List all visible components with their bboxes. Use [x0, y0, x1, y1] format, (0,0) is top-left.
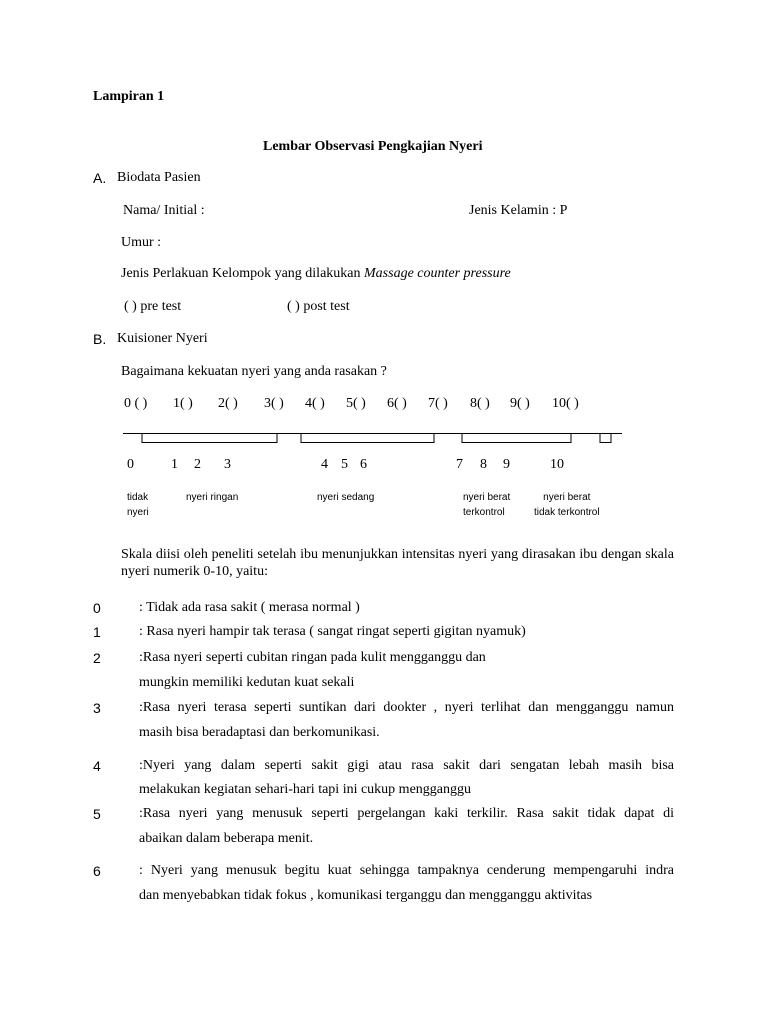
perlakuan-prefix: Jenis Perlakuan Kelompok yang dilakukan — [121, 266, 365, 281]
option-6[interactable]: 6( ) — [387, 396, 407, 411]
umur-field: Umur : — [121, 235, 162, 250]
item-2-number: 2 — [93, 650, 101, 666]
label-nyeri-berat-terkontrol: nyeri berat terkontrol — [463, 492, 511, 518]
option-3[interactable]: 3( ) — [264, 396, 284, 411]
scale-num-8: 8 — [480, 457, 487, 472]
scale-num-2: 2 — [194, 457, 201, 472]
option-7[interactable]: 7( ) — [428, 396, 448, 411]
item-2-text-line2: mungkin memiliki kedutan kuat sekali — [139, 675, 355, 690]
item-6-number: 6 — [93, 863, 101, 879]
item-4-number: 4 — [93, 758, 101, 774]
page-title: Lembar Observasi Pengkajian Nyeri — [263, 139, 483, 154]
section-a-label: Biodata Pasien — [117, 170, 201, 185]
intro-paragraph: Skala diisi oleh peneliti setelah ibu menunjukkan intensitas nyeri yang dirasakan ibu dengan skala nyeri numerik 0-10, yaitu: — [121, 547, 674, 579]
jenis-kelamin-field: Jenis Kelamin : P — [469, 203, 568, 218]
item-5-number: 5 — [93, 806, 101, 822]
label-nyeri-ringan: nyeri ringan — [186, 492, 239, 503]
perlakuan-method: Massage counter pressure — [364, 266, 511, 281]
lampiran-label: Lampiran 1 — [93, 89, 165, 104]
option-9[interactable]: 9( ) — [510, 396, 530, 411]
item-2-text-line1: :Rasa nyeri seperti cubitan ringan pada kulit mengganggu dan — [139, 650, 486, 665]
option-10[interactable]: 10( ) — [552, 396, 579, 411]
item-5-text-line2: abaikan dalam beberapa menit. — [139, 831, 314, 846]
option-2[interactable]: 2( ) — [218, 396, 238, 411]
section-b-label: Kuisioner Nyeri — [117, 331, 208, 346]
item-4-text-line2: melakukan kegiatan sehari-hari tapi ini cukup mengganggu — [139, 782, 472, 797]
item-3-text-line1: :Rasa nyeri terasa seperti suntikan dari dookter , nyeri terlihat dan mengganggu namun — [139, 700, 674, 715]
scale-num-4: 4 — [321, 457, 328, 472]
scale-num-3: 3 — [224, 457, 231, 472]
item-1-number: 1 — [93, 624, 101, 640]
posttest-checkbox[interactable]: ( ) post test — [287, 299, 350, 314]
scale-num-5: 5 — [341, 457, 348, 472]
question-text: Bagaimana kekuatan nyeri yang anda rasakan ? — [121, 364, 387, 379]
scale-num-9: 9 — [503, 457, 510, 472]
item-0-text: : Tidak ada rasa sakit ( merasa normal ) — [139, 600, 360, 615]
scale-num-1: 1 — [171, 457, 178, 472]
option-0[interactable]: 0 ( ) — [124, 396, 148, 411]
scale-num-7: 7 — [456, 457, 463, 472]
section-a-letter: A. — [93, 170, 107, 186]
item-3-number: 3 — [93, 700, 101, 716]
item-6-text-line2: dan menyebabkan tidak fokus , komunikasi terganggu dan mengganggu aktivitas — [139, 888, 593, 903]
pretest-checkbox[interactable]: ( ) pre test — [124, 299, 182, 314]
nama-field: Nama/ Initial : — [123, 203, 205, 218]
label-tidak-nyeri: tidak nyeri — [127, 492, 149, 518]
scale-num-0: 0 — [127, 457, 134, 472]
item-0-number: 0 — [93, 600, 101, 616]
label-nyeri-berat-tidak-terkontrol: nyeri berat tidak terkontrol — [534, 492, 600, 518]
option-4[interactable]: 4( ) — [305, 396, 325, 411]
item-1-text: : Rasa nyeri hampir tak terasa ( sangat ringat seperti gigitan nyamuk) — [139, 624, 526, 639]
item-5-text-line1: :Rasa nyeri yang menusuk seperti pergelangan kaki terkilir. Rasa sakit tidak dapat di — [139, 806, 674, 821]
scale-num-10: 10 — [550, 457, 564, 472]
item-4-text-line1: :Nyeri yang dalam seperti sakit gigi atau rasa sakit dari sengatan lebah masih bisa — [139, 758, 674, 773]
section-b-letter: B. — [93, 331, 107, 347]
option-1[interactable]: 1( ) — [173, 396, 193, 411]
label-nyeri-sedang: nyeri sedang — [317, 492, 375, 503]
item-3-text-line2: masih bisa beradaptasi dan berkomunikasi. — [139, 725, 380, 740]
item-6-text-line1: : Nyeri yang menusuk begitu kuat sehingga tampaknya cenderung mempengaruhi indra — [139, 863, 674, 878]
option-8[interactable]: 8( ) — [470, 396, 490, 411]
option-5[interactable]: 5( ) — [346, 396, 366, 411]
scale-num-6: 6 — [360, 457, 367, 472]
